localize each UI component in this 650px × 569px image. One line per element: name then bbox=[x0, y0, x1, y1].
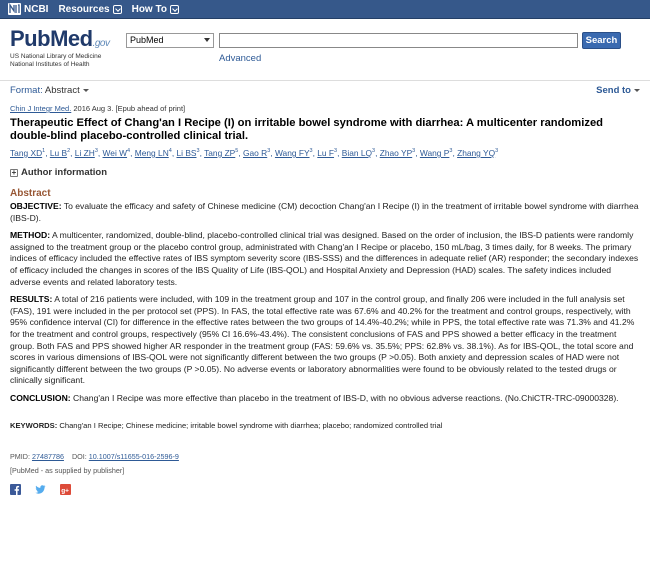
author-link[interactable]: Tang XD bbox=[10, 148, 43, 158]
author-link[interactable]: Zhang YQ bbox=[457, 148, 496, 158]
author-link[interactable]: Gao R bbox=[243, 148, 268, 158]
article-title: Therapeutic Effect of Chang'an I Recipe (I) on irritable bowel syndrome with diarrhea: A multicenter randomized double-blind placebo-controlled clinical trial. bbox=[10, 117, 603, 142]
google-plus-icon[interactable] bbox=[60, 484, 71, 495]
chevron-down-icon bbox=[113, 5, 122, 14]
author-link[interactable]: Lu F bbox=[317, 148, 335, 158]
supplied-status: [PubMed - as supplied by publisher] bbox=[10, 465, 125, 475]
author-affiliation-number: 3 bbox=[449, 148, 453, 155]
format-selector[interactable] bbox=[10, 85, 89, 96]
ncbi-label: NCBI bbox=[24, 3, 49, 15]
org-line-1: US National Library of Medicine bbox=[10, 53, 102, 60]
author-link[interactable]: Wang P bbox=[419, 148, 450, 158]
org-line-2: National Institutes of Health bbox=[10, 61, 90, 68]
pmid-link[interactable]: 27487786 bbox=[31, 451, 64, 461]
keywords-text: Chang'an I Recipe; Chinese medicine; irritable bowel syndrome with diarrhea; placebo; randomized controlled trial bbox=[57, 420, 443, 430]
ncbi-logo-icon bbox=[8, 3, 21, 15]
results-text: A total of 216 patients were included, with 109 in the treatment group and 107 in the control group, and finally 206 were included in the full analysis set (FAS), 191 were included in the per protocol set (PPS). In FAS, the total effective rate was 67.6% and 40.2% for the treatment and control groups, respectively, with 95% confidence interval (CI) for difference in the effective rates between the two groups of 14.4%-40.2%; while in PPS, the total effective rate was 71.3% and 41.2% for the treatment and control groups, respectively (95% CI 16.6%-43.4%). The consistent conclusions of FAS and PPS showed a better efficacy in the treatment group. Both FAS and PPS showed higher AR responder in the treatment group (FAS: 59.6% vs. 35.5%; PPS: 62.8% vs. 38.1%). As for IBS-QOL, the total score and scores in various dimensions of IBS-QOL were not significantly different between the two groups (P >0.05). Both anxiety and depression scales of HAD were not significantly different between the two groups (P >0.05). No adverse events or laboratory abnormalities were found to be obviously related to the tested drugs or clinically significant. bbox=[10, 294, 635, 386]
format-bar bbox=[0, 80, 650, 98]
search-button[interactable]: Search bbox=[582, 32, 621, 49]
objective-text: To evaluate the efficacy and safety of Chinese medicine (CM) decoction Chang'an I Recipe (I) in the treatment of irritable bowel syndrome with diarrhea (IBS-D). bbox=[10, 201, 639, 223]
database-select[interactable] bbox=[126, 33, 214, 48]
conclusion-label: CONCLUSION: bbox=[10, 392, 71, 403]
author-link[interactable]: Bian LQ bbox=[341, 148, 373, 158]
abstract-conclusion bbox=[10, 393, 640, 405]
advanced-search-link[interactable]: Advanced bbox=[219, 53, 262, 64]
abstract-objective bbox=[10, 201, 640, 224]
caret-down-icon bbox=[634, 89, 640, 92]
logo-pub: Pub bbox=[10, 26, 51, 51]
pmid-label: PMID: bbox=[10, 451, 32, 461]
database-selected: PubMed bbox=[130, 35, 164, 45]
author-link[interactable]: Tang ZP bbox=[204, 148, 236, 158]
author-link[interactable]: Wei W bbox=[102, 148, 128, 158]
author-link[interactable]: Li ZH bbox=[74, 148, 95, 158]
resources-label: Resources bbox=[58, 3, 110, 15]
citation bbox=[10, 104, 640, 116]
howto-menu[interactable] bbox=[132, 4, 179, 15]
keywords bbox=[10, 421, 640, 430]
pubmed-header bbox=[0, 20, 650, 72]
author-affiliation-number: 3 bbox=[196, 148, 200, 155]
author-affiliation-number: 1 bbox=[42, 148, 46, 155]
doi-label: DOI: bbox=[71, 451, 89, 461]
conclusion-text: Chang'an I Recipe was more effective than placebo in the treatment of IBS-D, with no obvious adverse reactions. (No.ChiCTR-TRC-09000328). bbox=[70, 392, 619, 403]
plus-box-icon: + bbox=[11, 167, 17, 177]
author-affiliation-number: 3 bbox=[334, 148, 338, 155]
author-link[interactable]: Wang FY bbox=[274, 148, 310, 158]
author-affiliation-number: 3 bbox=[372, 148, 376, 155]
keywords-label: KEYWORDS: bbox=[10, 420, 58, 430]
author-information-toggle[interactable] bbox=[10, 166, 640, 179]
ncbi-home-link[interactable] bbox=[8, 3, 48, 15]
journal-link[interactable]: Chin J Integr Med. bbox=[10, 104, 72, 113]
author-affiliation-number: 3 bbox=[495, 148, 499, 155]
logo-gov: .gov bbox=[92, 38, 110, 49]
author-affiliation-number: 3 bbox=[267, 148, 271, 155]
caret-down-icon bbox=[83, 89, 89, 92]
abstract-method bbox=[10, 230, 640, 288]
howto-label: How To bbox=[131, 3, 167, 15]
method-label: METHOD: bbox=[10, 230, 51, 241]
chevron-down-icon bbox=[170, 5, 179, 14]
article-content bbox=[10, 104, 640, 495]
doi-link[interactable]: 10.1007/s11655-016-2596-9 bbox=[88, 451, 179, 461]
abstract-results bbox=[10, 294, 640, 387]
article-ids bbox=[10, 452, 640, 461]
results-label: RESULTS: bbox=[10, 294, 53, 305]
author-affiliation-number: 4 bbox=[127, 148, 131, 155]
svg-text:g+: g+ bbox=[61, 486, 69, 494]
send-to-label: Send to bbox=[596, 85, 631, 96]
author-affiliation-number: 5 bbox=[235, 148, 239, 155]
twitter-icon[interactable] bbox=[35, 484, 46, 495]
chevron-down-icon bbox=[204, 38, 210, 42]
author-list: Tang $XD^1$, Lu $B^2$, Li $ZH^3$, Wei $W^4$, Meng $LN^4$, Li $BS^3$, Tang $ZP^5$, Gao $R^3$, Wang $FY^3$, Lu $F^3$, Bian $LQ^3$, Zhao $YP^3$, Wang $P^3$, Zhang $YQ^3$ bbox=[10, 148, 499, 158]
objective-label: OBJECTIVE: bbox=[10, 201, 62, 211]
pubmed-logo[interactable] bbox=[10, 26, 109, 68]
author-link[interactable]: Lu B bbox=[49, 148, 68, 158]
author-link[interactable]: Zhao YP bbox=[379, 148, 413, 158]
resources-menu[interactable] bbox=[58, 4, 121, 15]
format-label: Format: bbox=[10, 85, 43, 96]
send-to-menu[interactable] bbox=[596, 85, 640, 96]
author-affiliation-number: 3 bbox=[94, 148, 98, 155]
abstract-heading: Abstract bbox=[10, 188, 51, 199]
author-affiliation-number: 3 bbox=[412, 148, 416, 155]
citation-date: 2016 Aug 3. [Epub ahead of print] bbox=[71, 104, 186, 113]
search-input[interactable] bbox=[219, 33, 578, 48]
author-affiliation-number: 2 bbox=[67, 148, 71, 155]
author-affiliation-number: 3 bbox=[309, 148, 313, 155]
facebook-icon[interactable] bbox=[10, 484, 21, 495]
social-share bbox=[10, 484, 640, 495]
author-information-label: Author information bbox=[21, 167, 108, 178]
author-affiliation-number: 4 bbox=[168, 148, 172, 155]
ncbi-topbar bbox=[0, 0, 650, 19]
author-link[interactable]: Meng LN bbox=[134, 148, 169, 158]
method-text: A multicenter, randomized, double-blind, placebo-controlled clinical trial was designed. Based on the order of inclusion, the IBS-D patients were randomly assigned to the treatment group or the placebo control group, administrated with Chang'an I Recipe or placebo, 150 mL/bag, 3 times daily, for 8 weeks. The primary indices of efficacy included the effective rates of IBS symptom severity score (IBS-SSS) and the differences in adequate relief (AR) responder; the secondary indexes of efficacy included the changes in scores of the IBS Quality of Life (IBS-QOL) and Hospital Anxiety and Depression (HAD) scales. The safety indices included adverse events and related laboratory tests. bbox=[10, 230, 639, 287]
logo-med: Med bbox=[50, 26, 93, 51]
author-link[interactable]: Li BS bbox=[176, 148, 197, 158]
format-value: Abstract bbox=[44, 85, 80, 96]
